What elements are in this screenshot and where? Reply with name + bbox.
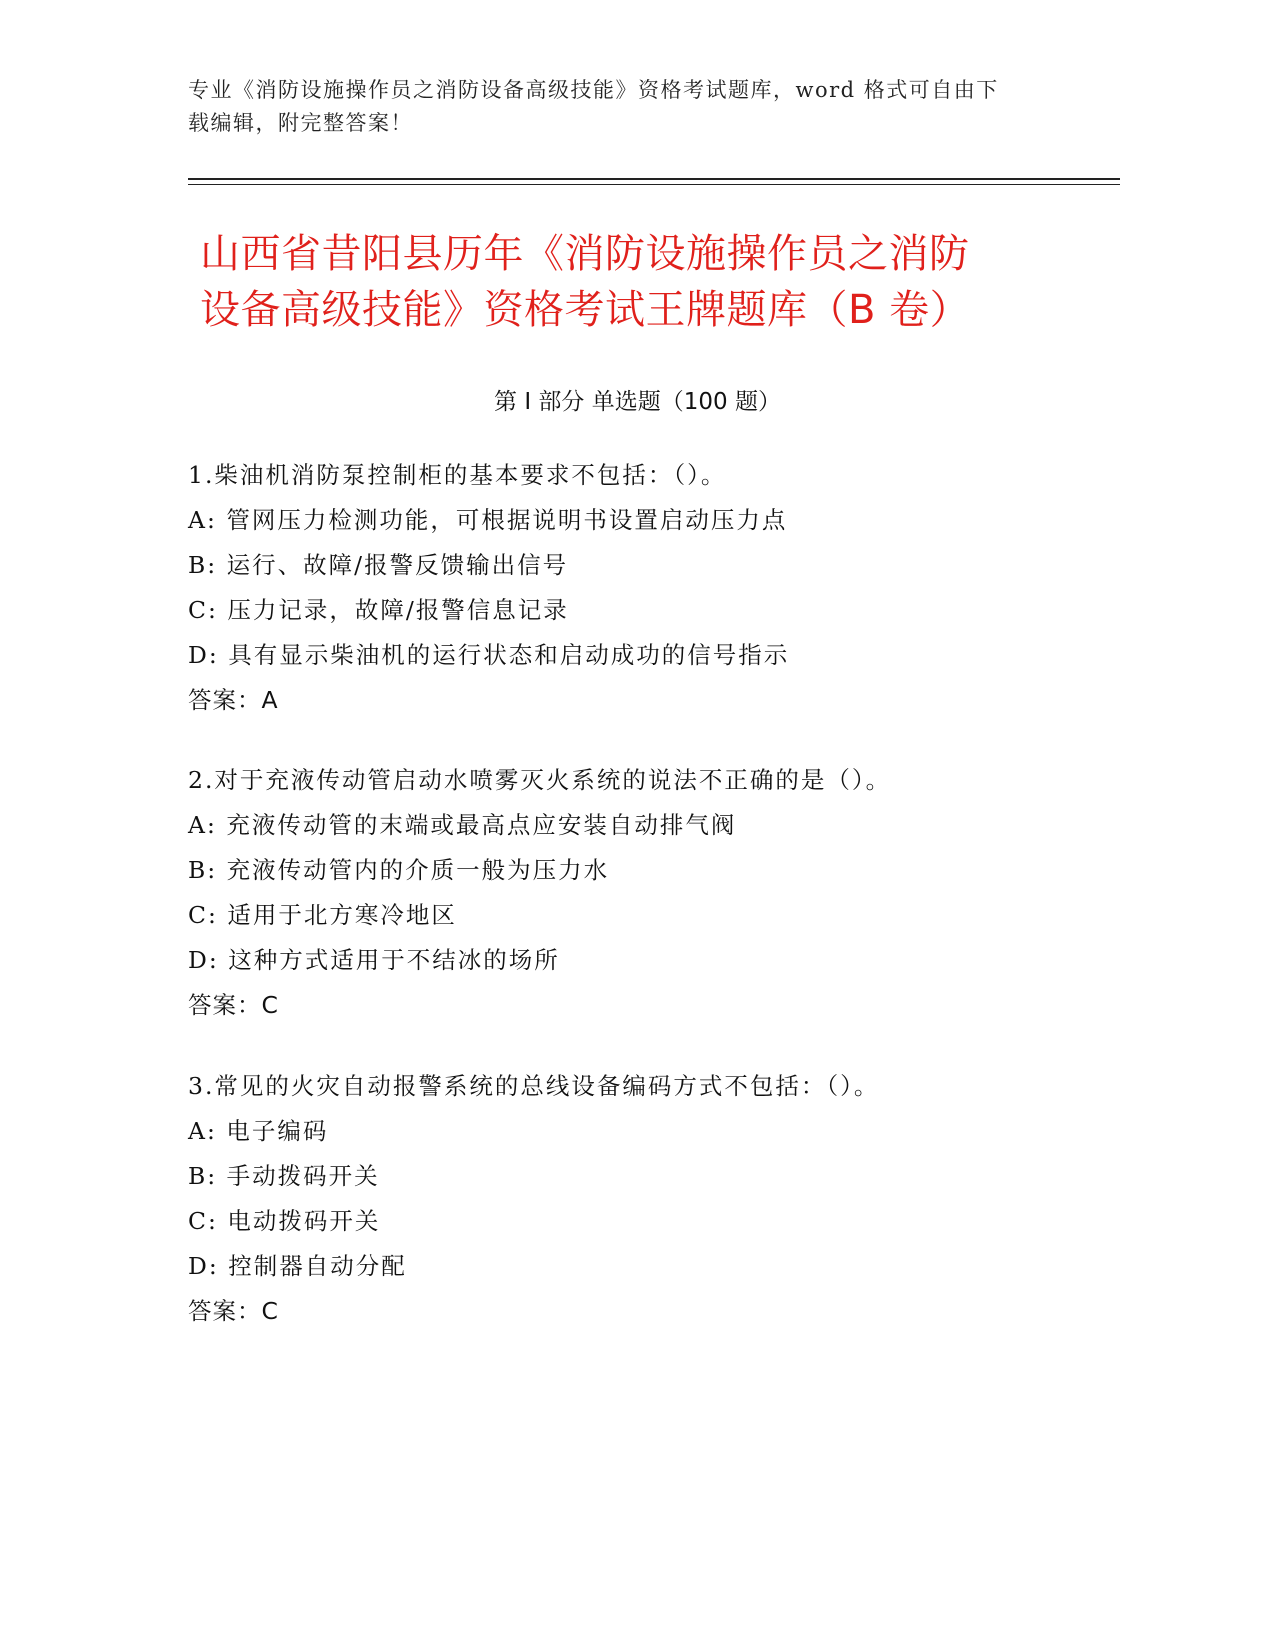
question-2 [188,758,1148,1028]
question-stem: 3.常见的火灾自动报警系统的总线设备编码方式不包括：（）。 [188,1072,880,1100]
answer: 答案：C [188,1297,279,1325]
question-stem: 1.柴油机消防泵控制柜的基本要求不包括：（）。 [188,461,727,489]
answer: 答案：A [188,686,279,714]
option-d: D: 这种方式适用于不结冰的场所 [188,946,560,974]
section-heading: 第 I 部分 单选题（100 题） [494,389,781,415]
intro-line-2: 载编辑，附完整答案！ [188,111,413,135]
option-b: B: 手动拨码开关 [188,1162,380,1190]
option-d: D: 具有显示柴油机的运行状态和启动成功的信号指示 [188,641,790,669]
question-stem: 2.对于充液传动管启动水喷雾灭火系统的说法不正确的是（）。 [188,766,892,794]
option-c: C: 压力记录，故障/报警信息记录 [188,596,569,624]
option-c: C: 电动拨码开关 [188,1207,381,1235]
option-a: A: 充液传动管的末端或最高点应安装自动排气阀 [188,811,737,839]
question-1 [188,453,1148,723]
option-b: B: 运行、故障/报警反馈输出信号 [188,551,569,579]
question-3 [188,1064,1148,1334]
answer: 答案：C [188,991,279,1019]
document-intro [188,74,1068,140]
intro-line-1: 专业《消防设施操作员之消防设备高级技能》资格考试题库，word 格式可自由下 [188,78,999,102]
header-divider-thick [188,178,1120,180]
title-line-1: 山西省昔阳县历年《消防设施操作员之消防 [200,231,970,277]
document-title [200,226,1100,338]
option-a: A: 管网压力检测功能，可根据说明书设置启动压力点 [188,506,788,534]
option-d: D: 控制器自动分配 [188,1252,407,1280]
title-line-2: 设备高级技能》资格考试王牌题库（B 卷） [200,287,971,333]
option-a: A: 电子编码 [188,1117,329,1145]
option-b: B: 充液传动管内的介质一般为压力水 [188,856,610,884]
option-c: C: 适用于北方寒冷地区 [188,901,457,929]
header-divider-thin [188,184,1120,185]
